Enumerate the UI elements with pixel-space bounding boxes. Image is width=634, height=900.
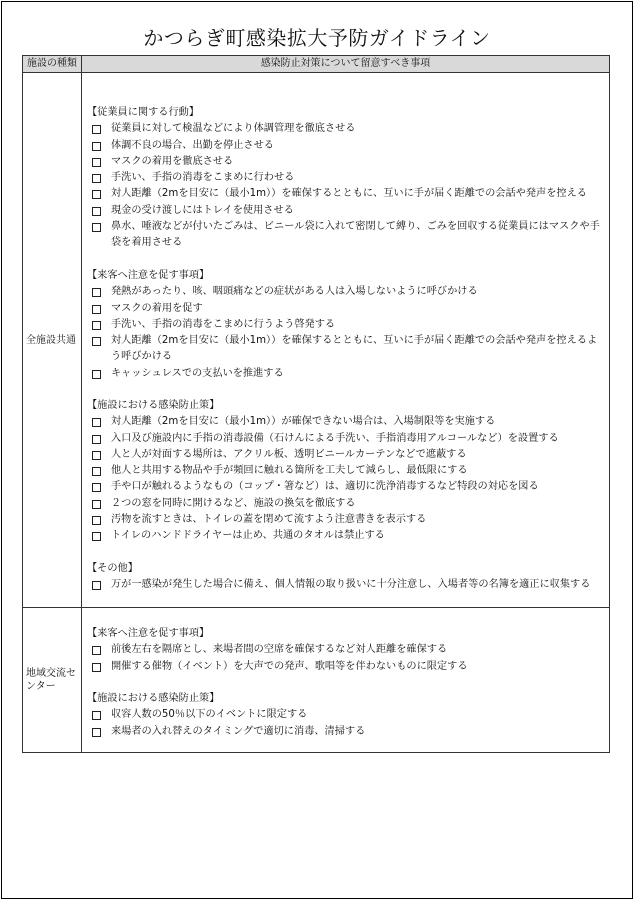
list-item: 発熱があったり、咳、咽頭痛などの症状がある人は入場しないように呼びかける [87, 284, 605, 300]
list-item: 開催する催物（イベント）を大声での発声、歌唱等を伴わないものに限定する [87, 659, 605, 675]
checkbox-icon [92, 370, 101, 379]
section-title: 【施設における感染防止策】 [87, 400, 220, 411]
section [87, 626, 605, 675]
list-item: 対人距離（2mを目安に（最小1m））が確保できない場合は、入場制限等を実施する [87, 414, 605, 430]
content-cell [87, 608, 605, 752]
list-item: 手洗い、手指の消毒をこまめに行わせる [87, 170, 605, 186]
list-item: ２つの窓を同時に開けるなど、施設の換気を徹底する [87, 496, 605, 512]
checkbox-icon [92, 451, 101, 460]
checkbox-icon [92, 500, 101, 509]
section [87, 268, 605, 382]
category-label: 地域交流センター [26, 668, 76, 692]
table-header [23, 56, 609, 73]
checkbox-icon [92, 516, 101, 525]
list-item: 他人と共用する物品や手が頻回に触れる箇所を工夫して減らし、最低限にする [87, 463, 605, 479]
checkbox-icon [92, 483, 101, 492]
list-item: 現金の受け渡しにはトレイを使用させる [87, 203, 605, 219]
list-item: 来場者の入れ替えのタイミングで適切に消毒、清掃する [87, 724, 605, 740]
checkbox-icon [92, 581, 101, 590]
list-item: 前後左右を隔席とし、来場者間の空席を確保するなど対人距離を確保する [87, 642, 605, 658]
section-title: 【施設における感染防止策】 [87, 693, 220, 704]
checkbox-icon [92, 418, 101, 427]
list-item: 手洗い、手指の消毒をこまめに行うよう啓発する [87, 317, 605, 333]
checkbox-icon [92, 663, 101, 672]
list-item: 汚物を流すときは、トイレの蓋を閉めて流すよう注意書きを表示する [87, 512, 605, 528]
section-title: 【その他】 [87, 563, 138, 574]
section [87, 691, 605, 740]
guideline-table [22, 55, 610, 753]
section [87, 398, 605, 545]
list-item: 鼻水、唾液などが付いたごみは、ビニール袋に入れて密閉して縛り、ごみを回収する従業員にはマスクや手袋を着用させる [87, 219, 605, 252]
list-item: キャッシュレスでの支払いを推進する [87, 366, 605, 382]
checkbox-icon [92, 125, 101, 134]
checkbox-icon [92, 223, 101, 232]
list-item: 対人距離（2mを目安に（最小1m））を確保するとともに、互いに手が届く距離での会話や発声を控えるよう呼びかける [87, 333, 605, 366]
category-cell [23, 73, 82, 607]
list-item: 収容人数の50％以下のイベントに限定する [87, 707, 605, 723]
content-cell [87, 73, 605, 607]
checkbox-icon [92, 174, 101, 183]
checkbox-icon [92, 142, 101, 151]
list-item: 人と人が対面する場所は、アクリル板、透明ビニールカーテンなどで遮蔽する [87, 447, 605, 463]
section [87, 561, 605, 594]
category-label: 全施設共通 [26, 334, 76, 346]
checkbox-icon [92, 711, 101, 720]
header-facility-type: 施設の種類 [23, 56, 82, 72]
checkbox-icon [92, 190, 101, 199]
section-title: 【来客へ注意を促す事項】 [87, 628, 210, 639]
list-item: 体調不良の場合、出勤を停止させる [87, 138, 605, 154]
section-title: 【従業員に関する行動】 [87, 107, 200, 118]
list-item: 万が一感染が発生した場合に備え、個人情報の取り扱いに十分注意し、入場者等の名簿を適正に収集する [87, 577, 605, 593]
page-title: かつらぎ町感染拡大予防ガイドライン [143, 26, 491, 50]
checkbox-icon [92, 435, 101, 444]
checkbox-icon [92, 467, 101, 476]
list-item: マスクの着用を徹底させる [87, 154, 605, 170]
category-cell [23, 608, 82, 752]
checkbox-icon [92, 321, 101, 330]
table-row [23, 608, 609, 752]
list-item: トイレのハンドドライヤーは止め、共通のタオルは禁止する [87, 528, 605, 544]
list-item: 対人距離（2mを目安に（最小1m））を確保するとともに、互いに手が届く距離での会話や発声を控える [87, 186, 605, 202]
list-item: 従業員に対して検温などにより体調管理を徹底させる [87, 121, 605, 137]
section [87, 105, 605, 252]
checkbox-icon [92, 305, 101, 314]
checkbox-icon [92, 728, 101, 737]
checkbox-icon [92, 646, 101, 655]
checkbox-icon [92, 337, 101, 346]
checkbox-icon [92, 288, 101, 297]
table-row [23, 73, 609, 608]
list-item: 手や口が触れるようなもの（コップ・箸など）は、適切に洗浄消毒するなど特段の対応を図る [87, 479, 605, 495]
checkbox-icon [92, 532, 101, 541]
section-title: 【来客へ注意を促す事項】 [87, 270, 210, 281]
list-item: 入口及び施設内に手指の消毒設備（石けんによる手洗い、手指消毒用アルコールなど）を設置する [87, 431, 605, 447]
header-measures: 感染防止対策について留意すべき事項 [260, 58, 431, 69]
list-item: マスクの着用を促す [87, 301, 605, 317]
checkbox-icon [92, 207, 101, 216]
checkbox-icon [92, 158, 101, 167]
